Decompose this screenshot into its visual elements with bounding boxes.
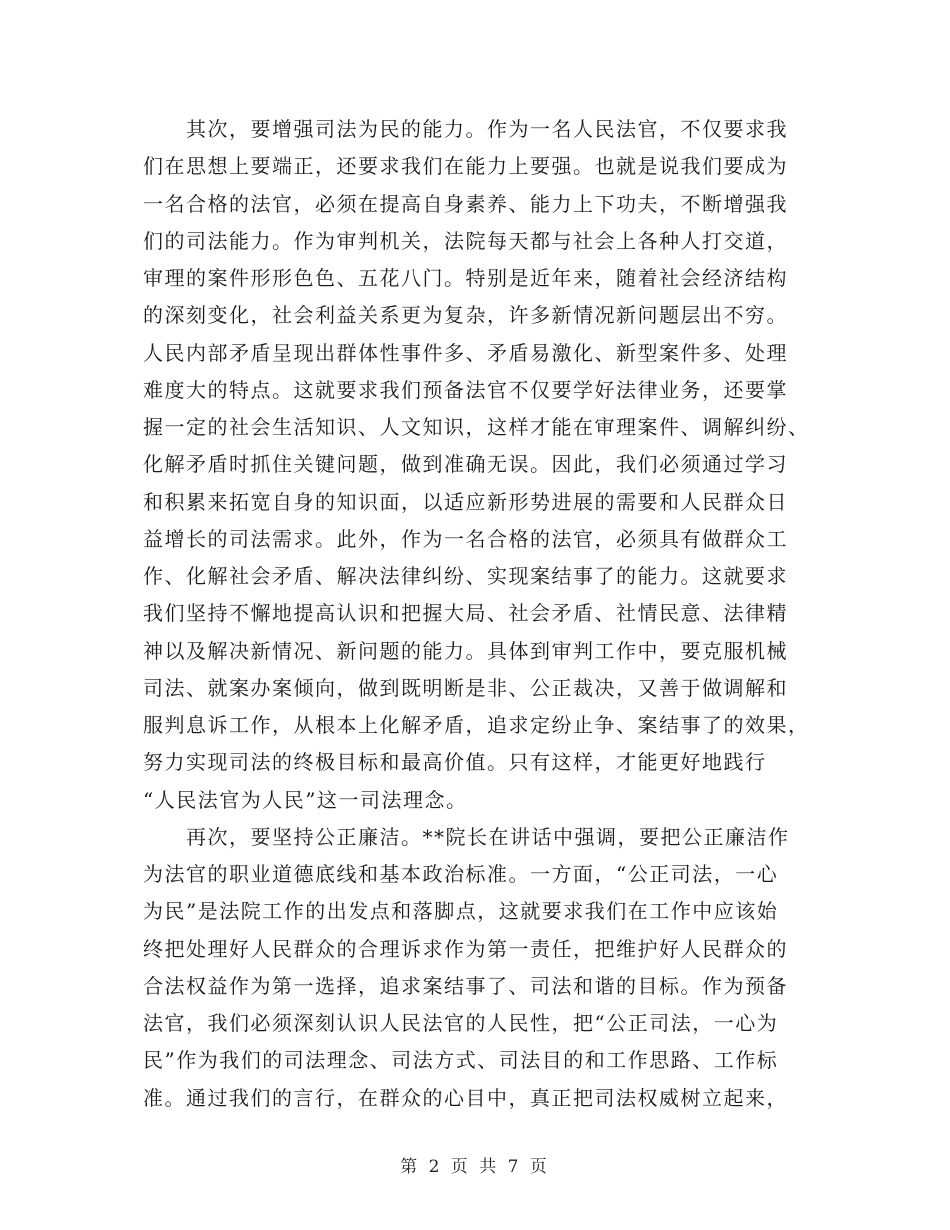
text-line: 为法官的职业道德底线和基本政治标准。一方面，“公正司法，一心 xyxy=(143,862,779,886)
text-line: 难度大的特点。这就要求我们预备法官不仅要学好法律业务，还要掌 xyxy=(143,377,788,402)
text-line: 人民内部矛盾呈现出群体性事件多、矛盾易激化、新型案件多、处理 xyxy=(143,340,788,365)
text-line: 和积累来拓宽自身的知识面，以适应新形势进展的需要和人民群众日 xyxy=(143,489,788,514)
text-line: 一名合格的法官，必须在提高自身素养、能力上下功夫，不断增强我 xyxy=(143,191,788,216)
text-line: 们的司法能力。作为审判机关，法院每天都与社会上各种人打交道， xyxy=(143,228,788,253)
text-line: 的深刻变化，社会利益关系更为复杂，许多新情况新问题层出不穷。 xyxy=(143,303,788,328)
text-line: 审理的案件形形色色、五花八门。特别是近年来，随着社会经济结构 xyxy=(143,266,788,290)
text-line: 终把处理好人民群众的合理诉求作为第一责任，把维护好人民群众的 xyxy=(143,936,788,961)
text-line: 化解矛盾时抓住关键问题，做到准确无误。因此，我们必须通过学习 xyxy=(143,452,788,477)
text-line: 服判息诉工作，从根本上化解矛盾，追求定纷止争、案结事了的效果， xyxy=(143,713,810,737)
text-line: 神以及解决新情况、新问题的能力。具体到审判工作中，要克服机械 xyxy=(143,638,788,663)
text-line: 我们坚持不懈地提高认识和把握大局、社会矛盾、社情民意、法律精 xyxy=(143,601,788,626)
text-line: 准。通过我们的言行，在群众的心目中，真正把司法权威树立起来， xyxy=(143,1085,788,1110)
text-line: 再次，要坚持公正廉洁。**院长在讲话中强调，要把公正廉洁作 xyxy=(143,824,790,849)
text-line: 合法权益作为第一选择，追求案结事了、司法和谐的目标。作为预备 xyxy=(143,973,788,998)
text-line: 司法、就案办案倾向，做到既明断是非、公正裁决，又善于做调解和 xyxy=(143,675,788,700)
text-line: 努力实现司法的终极目标和最高价值。只有这样，才能更好地践行 xyxy=(143,750,767,775)
text-line: 为民”是法院工作的出发点和落脚点，这就要求我们在工作中应该始 xyxy=(143,899,779,924)
page-number-footer: 第 2 页 共 7 页 xyxy=(400,1157,550,1177)
text-line: 作、化解社会矛盾、解决法律纠纷、实现案结事了的能力。这就要求 xyxy=(143,564,788,588)
text-line: 法官，我们必须深刻认识人民法官的人民性，把“公正司法，一心为 xyxy=(143,1011,779,1035)
text-line: 其次，要增强司法为民的能力。作为一名人民法官，不仅要求我 xyxy=(143,117,788,141)
text-line: 们在思想上要端正，还要求我们在能力上要强。也就是说我们要成为 xyxy=(143,154,788,179)
text-line: “人民法官为人民”这一司法理念。 xyxy=(143,787,468,812)
text-line: 民”作为我们的司法理念、司法方式、司法目的和工作思路、工作标 xyxy=(143,1048,779,1073)
body-text xyxy=(143,111,823,1117)
text-line: 握一定的社会生活知识、人文知识，这样才能在审理案件、调解纠纷、 xyxy=(143,415,810,439)
text-line: 益增长的司法需求。此外，作为一名合格的法官，必须具有做群众工 xyxy=(143,526,788,551)
